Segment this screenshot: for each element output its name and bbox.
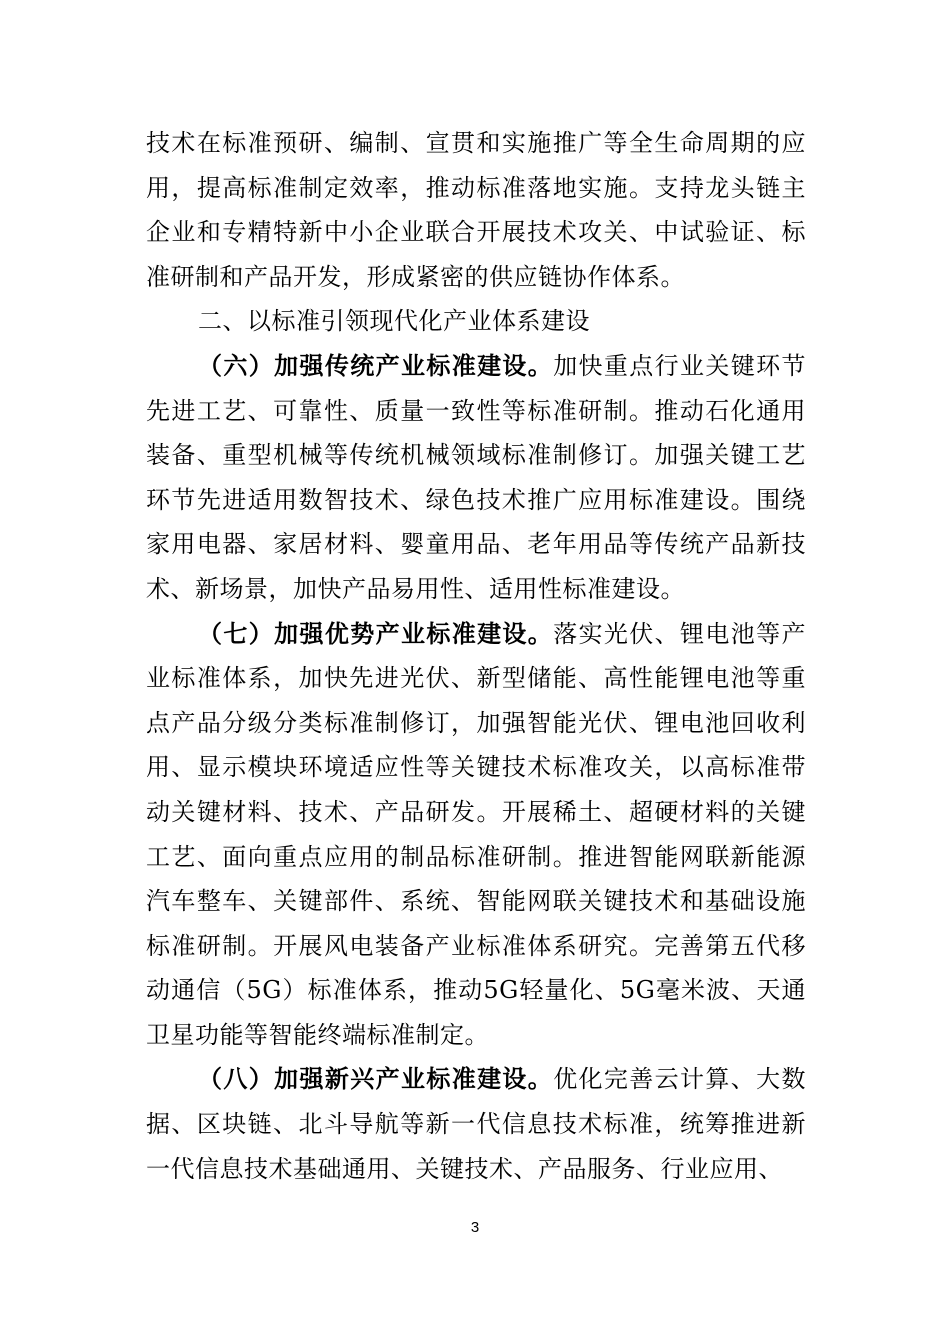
paragraph-lead-8: （八）加强新兴产业标准建设。 bbox=[198, 1064, 554, 1094]
paragraph-traditional-industry bbox=[146, 344, 806, 612]
paragraph-body-6: 加快重点行业关键环节先进工艺、可靠性、质量一致性等标准研制。推动石化通用装备、重型机械等传统机械领域标准制修订。加强关键工艺环节先进适用数智技术、绿色技术推广应用标准建设。围绕家用电器、家居材料、婴童用品、老年用品等传统产品新技术、新场景，加快产品易用性、适用性标准建设。 bbox=[146, 351, 807, 603]
paragraph-advantage-industry bbox=[146, 612, 806, 1058]
paragraph-body-7: 落实光伏、锂电池等产业标准体系，加快先进光伏、新型储能、高性能锂电池等重点产品分级分类标准制修订，加强智能光伏、锂电池回收利用、显示模块环境适应性等关键技术标准攻关，以高标准带动关键材料、技术、产品研发。开展稀土、超硬材料的关键工艺、面向重点应用的制品标准研制。推进智能网联新能源汽车整车、关键部件、系统、智能网联关键技术和基础设施标准研制。开展风电装备产业标准体系研究。完善第五代移动通信（5G）标准体系，推动5G轻量化、5G毫米波、天通卫星功能等智能终端标准制定。 bbox=[146, 619, 807, 1049]
paragraph-emerging-industry bbox=[146, 1057, 806, 1191]
paragraph-lead-6: （六）加强传统产业标准建设。 bbox=[198, 350, 554, 380]
page-number: 3 bbox=[470, 1219, 480, 1236]
paragraph-continuation: 技术在标准预研、编制、宣贯和实施推广等全生命周期的应用，提高标准制定效率，推动标准落地实施。支持龙头链主企业和专精特新中小企业联合开展技术攻关、中试验证、标准研制和产品开发，形成紧密的供应链协作体系。 bbox=[146, 129, 806, 291]
document-body bbox=[146, 121, 806, 1191]
section-heading: 二、以标准引领现代化产业体系建设 bbox=[198, 307, 590, 336]
paragraph-lead-7: （七）加强优势产业标准建设。 bbox=[198, 618, 554, 648]
paragraph-body-8: 优化完善云计算、大数据、区块链、北斗导航等新一代信息技术标准，统筹推进新一代信息技术基础通用、关键技术、产品服务、行业应用、 bbox=[146, 1065, 807, 1183]
